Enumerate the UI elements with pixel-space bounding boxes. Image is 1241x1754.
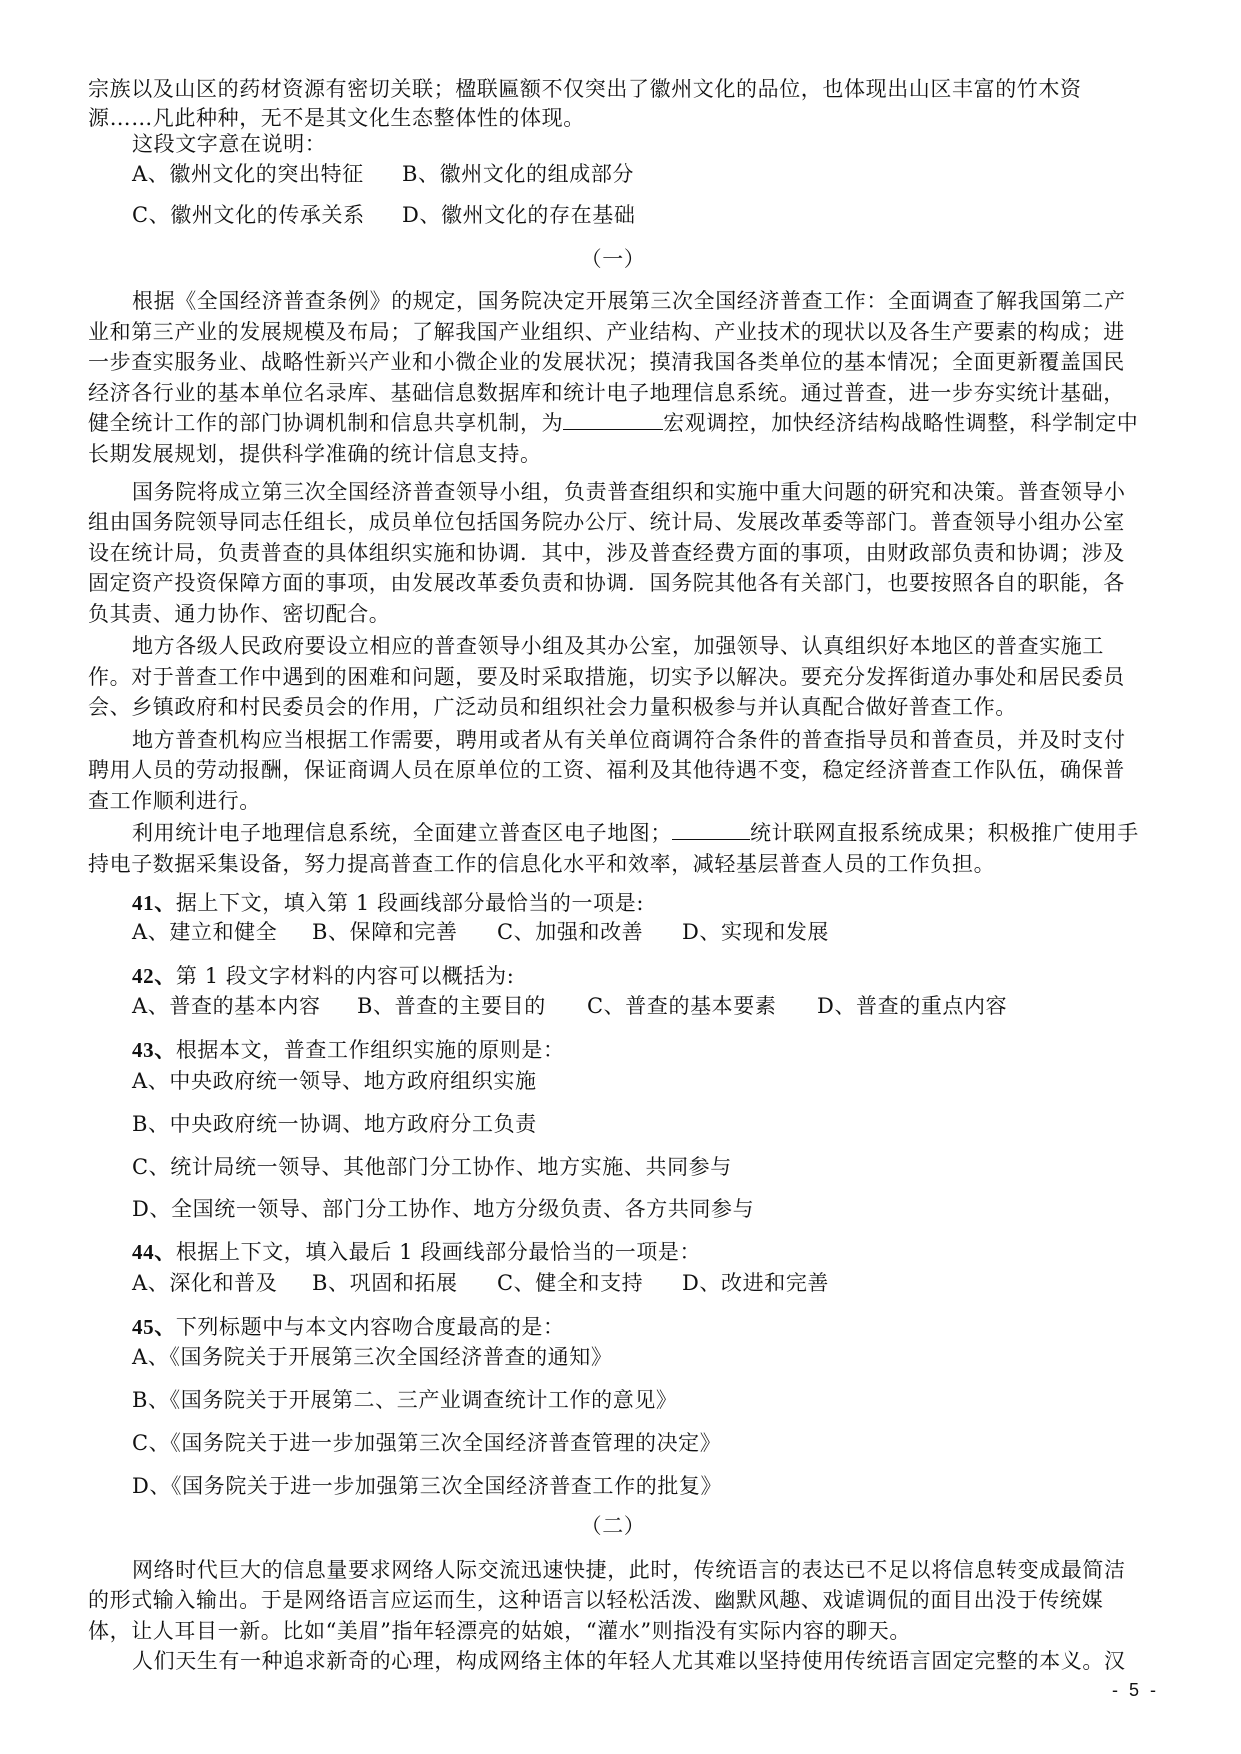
page-number: - 5 - (1112, 1680, 1160, 1700)
question-42 (88, 961, 1182, 991)
option-b: B、普查的主要目的 (357, 994, 546, 1019)
s1-p5-line-1-before: 利用统计电子地理信息系统，全面建立普查区电子地图； (132, 821, 672, 846)
question-number: 44、 (132, 1240, 176, 1265)
section-2-heading: （二） (580, 1513, 646, 1538)
option-b: B、保障和完善 (312, 920, 458, 945)
option-d: D、实现和发展 (682, 920, 830, 945)
intro-options-row-1 (88, 159, 1182, 189)
intro-option-a: A、徽州文化的突出特征 (132, 161, 364, 186)
option-c: C、加强和改善 (497, 920, 644, 945)
question-45 (88, 1312, 1182, 1342)
s1-p5-line-1 (88, 818, 1182, 848)
s1-p4-line-2: 聘用人员的劳动报酬，保证商调人员在原单位的工资、福利及其他待遇不变，稳定经济普查工作队伍，确保普 (88, 758, 1125, 783)
s1-p1-line-2: 业和第三产业的发展规模及布局；了解我国产业组织、产业结构、产业技术的现状以及各生产要素的构成；进 (88, 319, 1125, 344)
s2-p1-line-2: 的形式输入输出。于是网络语言应运而生，这种语言以轻松活泼、幽默风趣、戏谑调侃的面目出没于传统媒 (88, 1588, 1104, 1613)
s1-p1-line-3: 一步查实服务业、战略性新兴产业和小微企业的发展状况；摸清我国各类单位的基本情况；全面更新覆盖国民 (88, 350, 1125, 375)
s1-p5-line-1-after: 统计联网直报系统成果；积极推广使用手 (750, 821, 1139, 846)
question-text: 下列标题中与本文内容吻合度最高的是： (175, 1314, 565, 1339)
s2-p1-line-3: 体，让人耳目一新。比如“美眉”指年轻漂亮的姑娘，“灌水”则指没有实际内容的聊天。 (88, 1618, 911, 1643)
intro-option-b: B、徽州文化的组成部分 (402, 161, 635, 186)
s1-p2-line-3: 设在统计局，负责普查的具体组织实施和协调．其中，涉及普查经费方面的事项，由财政部负责和协调；涉及 (88, 540, 1125, 565)
question-text: 第 1 段文字材料的内容可以概括为: (175, 963, 515, 988)
option-a: A、普查的基本内容 (132, 994, 321, 1019)
s1-p1-line-5-after: 宏观调控，加快经济结构战略性调整，科学制定中 (663, 411, 1139, 436)
question-41-options (88, 917, 1182, 947)
fill-blank-2 (672, 819, 750, 840)
intro-options-row-2 (88, 200, 1182, 230)
s2-p1-line-1: 网络时代巨大的信息量要求网络人际交流迅速快捷，此时，传统语言的表达已不足以将信息转变成最简洁 (132, 1557, 1126, 1582)
option-d: D、改进和完善 (682, 1270, 830, 1295)
question-number: 41、 (132, 890, 176, 915)
s1-p1-line-5 (88, 408, 1138, 438)
question-43-option-d: D、全国统一领导、部门分工协作、地方分级负责、各方共同参与 (132, 1197, 755, 1222)
question-number: 45、 (132, 1314, 176, 1339)
intro-line-1: 宗族以及山区的药材资源有密切关联；楹联匾额不仅突出了徽州文化的品位，也体现出山区丰富的竹木资 (88, 77, 1082, 101)
option-c: C、普查的基本要素 (587, 994, 777, 1019)
fill-blank-1 (563, 409, 663, 430)
question-number: 42、 (132, 963, 176, 988)
s2-p2-line-1: 人们天生有一种追求新奇的心理，构成网络主体的年轻人尤其难以坚持使用传统语言固定完整的本义。汉 (132, 1649, 1126, 1673)
question-45-option-b: B、《国务院关于开展第二、三产业调查统计工作的意见》 (132, 1387, 678, 1412)
option-a: A、建立和健全 (132, 920, 278, 945)
option-c: C、健全和支持 (497, 1270, 644, 1295)
question-45-option-c: C、《国务院关于进一步加强第三次全国经济普查管理的决定》 (132, 1430, 722, 1455)
question-text: 根据本文，普查工作组织实施的原则是： (175, 1038, 565, 1063)
s1-p2-line-1: 国务院将成立第三次全国经济普查领导小组，负责普查组织和实施中重大问题的研究和决策。普查领导小 (132, 480, 1126, 504)
question-number: 43、 (132, 1038, 176, 1063)
question-45-option-a: A、《国务院关于开展第三次全国经济普查的通知》 (132, 1345, 613, 1370)
s1-p1-line-1: 根据《全国经济普查条例》的规定，国务院决定开展第三次全国经济普查工作：全面调查了解我国第二产 (132, 289, 1126, 314)
section-1-heading: （一） (580, 246, 646, 271)
question-44 (88, 1237, 1182, 1267)
intro-option-d: D、徽州文化的存在基础 (402, 202, 636, 227)
question-45-option-d: D、《国务院关于进一步加强第三次全国经济普查工作的批复》 (132, 1473, 723, 1498)
question-text: 根据上下文，填入最后 1 段画线部分最恰当的一项是： (175, 1240, 702, 1265)
s1-p5-line-2: 持电子数据采集设备，努力提高普查工作的信息化水平和效率，减轻基层普查人员的工作负担。 (88, 851, 996, 876)
question-41 (88, 888, 1182, 918)
question-43-option-b: B、中央政府统一协调、地方政府分工负责 (132, 1111, 537, 1136)
option-a: A、深化和普及 (132, 1270, 278, 1295)
intro-line-2: 源……凡此种种，无不是其文化生态整体性的体现。 (88, 105, 585, 130)
s1-p2-line-4: 固定资产投资保障方面的事项，由发展改革委负责和协调．国务院其他各有关部门，也要按照各自的职能，各 (88, 571, 1125, 596)
s1-p4-line-1: 地方普查机构应当根据工作需要，聘用或者从有关单位商调符合条件的普查指导员和普查员，并及时支付 (132, 727, 1126, 752)
s1-p3-line-1: 地方各级人民政府要设立相应的普查领导小组及其办公室，加强领导、认真组织好本地区的普查实施工 (132, 634, 1104, 659)
question-42-options (88, 991, 1182, 1021)
s1-p3-line-2: 作。对于普查工作中遇到的困难和问题，要及时采取措施，切实予以解决。要充分发挥街道办事处和居民委员 (88, 664, 1125, 689)
question-43-option-c: C、统计局统一领导、其他部门分工协作、地方实施、共同参与 (132, 1154, 732, 1179)
intro-question: 这段文字意在说明： (132, 132, 327, 157)
s1-p4-line-3: 查工作顺利进行。 (88, 788, 261, 813)
s1-p2-line-2: 组由国务院领导同志任组长，成员单位包括国务院办公厅、统计局、发展改革委等部门。普查领导小组办公室 (88, 510, 1125, 535)
intro-option-c: C、徽州文化的传承关系 (132, 202, 365, 227)
s1-p1-line-4: 经济各行业的基本单位名录库、基础信息数据库和统计电子地理信息系统。通过普查，进一步夯实统计基础， (88, 380, 1125, 405)
s1-p1-line-6: 长期发展规划，提供科学准确的统计信息支持。 (88, 441, 542, 466)
option-d: D、普查的重点内容 (817, 994, 1008, 1019)
s1-p2-line-5: 负其责、通力协作、密切配合。 (88, 601, 391, 626)
question-text: 据上下文，填入第 1 段画线部分最恰当的一项是: (175, 890, 644, 915)
question-43 (88, 1035, 1182, 1065)
s1-p3-line-3: 会、乡镇政府和村民委员会的作用，广泛动员和组织社会力量积极参与并认真配合做好普查工作。 (88, 695, 1017, 720)
s1-p1-line-5-before: 健全统计工作的部门协调机制和信息共享机制，为 (88, 411, 564, 436)
question-44-options (88, 1268, 1182, 1298)
option-b: B、巩固和拓展 (312, 1270, 458, 1295)
question-43-option-a: A、中央政府统一领导、地方政府组织实施 (132, 1068, 537, 1093)
